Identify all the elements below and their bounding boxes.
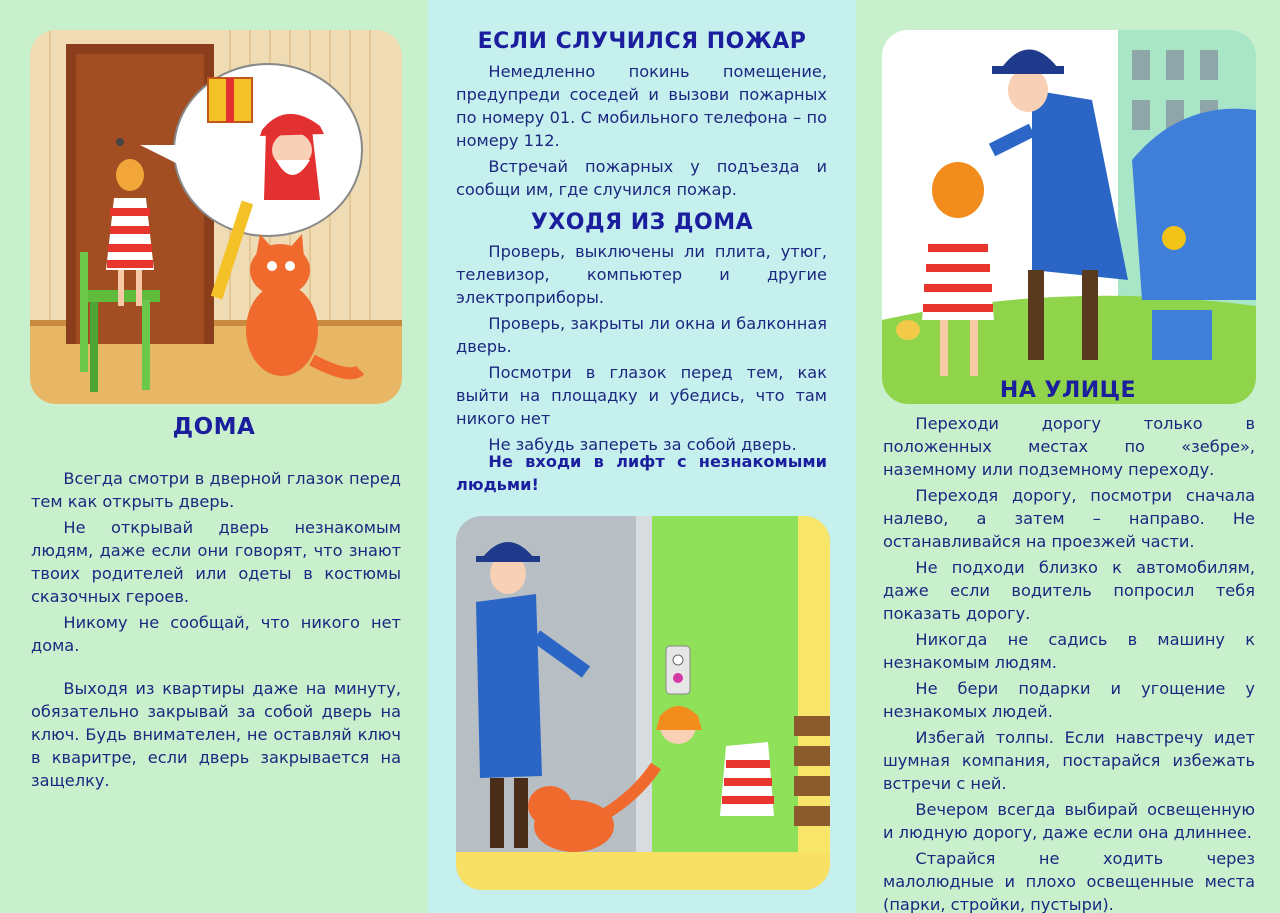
fire-rule: Встречай пожарных у подъезда и сообщи им, где случился пожар. — [456, 157, 827, 199]
street-rule: Не подходи близко к автомобилям, даже если водитель попросил тебя показать дорогу. — [883, 558, 1255, 623]
home-rules — [31, 467, 401, 795]
fire-rules — [456, 60, 827, 204]
home-rule: Никому не сообщай, что никого нет дома. — [31, 613, 401, 655]
fire-rule: Немедленно покинь помещение, предупреди соседей и вызови пожарных по номеру 01. С мобильного телефона – по номеру 112. — [456, 62, 827, 150]
street-rules — [883, 412, 1255, 913]
leaving-rule: Посмотри в глазок перед тем, как выйти на площадку и убедись, что там никого нет — [456, 363, 827, 428]
panel-street — [856, 0, 1280, 913]
panel-home — [0, 0, 428, 913]
street-rule: Избегай толпы. Если навстречу идет шумная компания, постарайся избежать встречи с ней. — [883, 728, 1255, 793]
heading-street: НА УЛИЦЕ — [999, 378, 1137, 403]
illustration-lift — [456, 516, 830, 890]
street-rule: Переходи дорогу только в положенных местах по «зебре», наземному или подземному переходу. — [883, 414, 1255, 479]
leaving-rule: Проверь, закрыты ли окна и балконная дверь. — [456, 314, 827, 356]
lift-warning-text: Не входи в лифт с незнакомыми людьми! — [456, 452, 827, 494]
home-rule: Выходя из квартиры даже на минуту, обязательно закрывай за собой дверь на ключ. Будь внимателен, не оставляй ключ в кваритре, если дверь закрывается на защелку. — [31, 679, 401, 790]
lift-warning — [456, 450, 827, 499]
street-rule: Вечером всегда выбирай освещенную и людную дорогу, даже если она длиннее. — [883, 800, 1255, 842]
street-rule: Переходя дорогу, посмотри сначала налево, а затем – направо. Не останавливайся на проезжей части. — [883, 486, 1255, 551]
leaving-rule: Не забудь запереть за собой дверь. — [488, 435, 797, 454]
home-rule: Не открывай дверь незнакомым людям, даже если они говорят, что знают твоих родителей или одеты в костюмы сказочных героев. — [31, 518, 401, 606]
heading-fire: ЕСЛИ СЛУЧИЛСЯ ПОЖАР — [477, 29, 807, 54]
illustration-home-door — [30, 30, 402, 404]
street-rule: Старайся не ходить через малолюдные и плохо освещенные места (парки, стройки, пустыри). — [883, 849, 1255, 913]
home-rule: Всегда смотри в дверной глазок перед тем как открыть дверь. — [31, 469, 401, 511]
heading-home: ДОМА — [172, 414, 256, 440]
leaving-rule: Проверь, выключены ли плита, утюг, телевизор, компьютер и другие электроприборы. — [456, 242, 827, 307]
illustration-street — [882, 30, 1256, 404]
street-rule: Не бери подарки и угощение у незнакомых людей. — [883, 679, 1255, 721]
heading-leaving: УХОДЯ ИЗ ДОМА — [530, 210, 754, 235]
street-rule: Никогда не садись в машину к незнакомым людям. — [883, 630, 1255, 672]
panel-fire-and-leaving — [428, 0, 856, 913]
leaving-rules — [456, 240, 827, 459]
